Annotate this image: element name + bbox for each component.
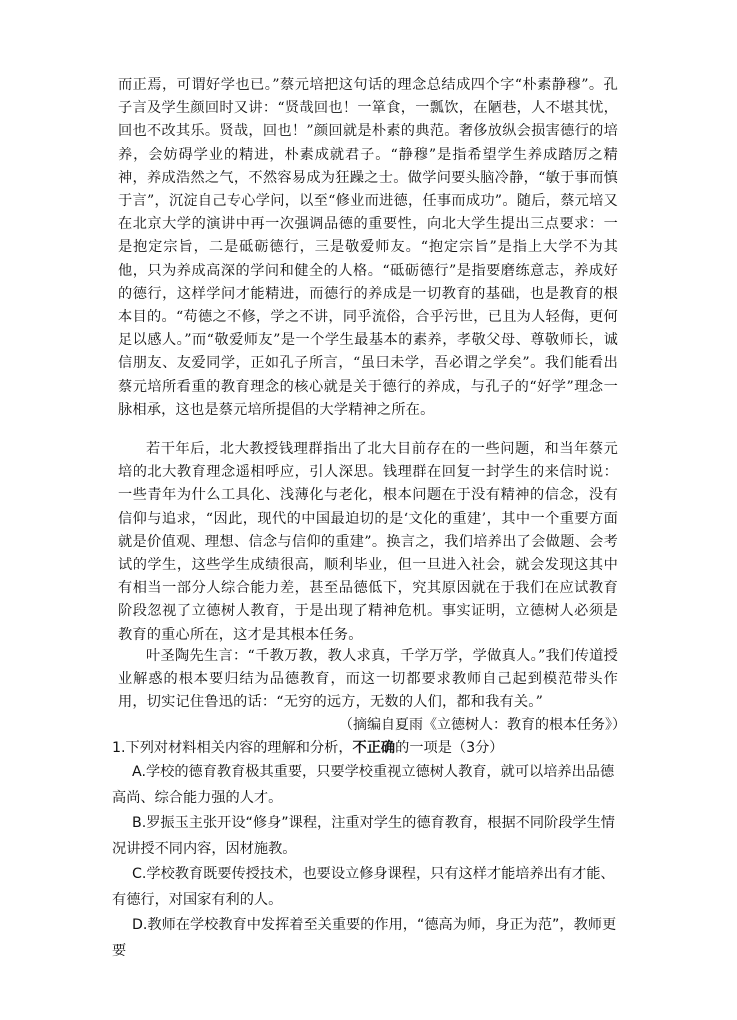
article-source: （摘编自夏雨《立德树人：教育的根本任务》） <box>339 717 626 733</box>
option-d: D.教师在学校教育中发挥着至关重要的作用，“德高为师，身正为范”，教师更要 <box>112 917 617 959</box>
question-options <box>112 760 624 964</box>
question-stem-prefix: 1.下列对材料相关内容的理解和分析， <box>112 740 353 756</box>
article-paragraph-1: 而正焉，可谓好学也已。”蔡元培把这句话的理念总结成四个字“朴素静穆”。孔子言及学生颜回时又讲：“贤哉回也！一箪食，一瓢饮，在陋巷，人不堪其忧，回也不改其乐。贤哉，回也！”颜回就是朴素的典范。奢侈放纵会损害德行的培养，会妨碍学业的精进，朴素成就君子。“静穆”是指希望学生养成踏厉之精神，养成浩然之气，不然容易成为狂躁之士。做学问要头脑冷静，“敏于事而慎于言”，沉淀自己专心学问，以至“修业而进德，任事而成功”。随后，蔡元培又在北京大学的演讲中再一次强调品德的重要性，向北大学生提出三点要求：一是抱定宗旨，二是砥砺德行，三是敬爱师友。“抱定宗旨”是指上大学不为其他，只为养成高深的学问和健全的人格。“砥砺德行”是指要磨练意志，养成好的德行，这样学问才能精进，而德行的养成是一切教育的基础，也是教育的根本目的。“苟德之不修，学之不讲，同乎流俗，合乎污世，已且为人轻侮，更何足以感人。”而“敬爱师友”是一个学生最基本的素养，孝敬父母、尊敬师长，诚信朋友、友爱同学，正如孔子所言，“虽曰未学，吾必谓之学矣”。我们能看出蔡元培所看重的教育理念的核心就是关于德行的养成，与孔子的“好学”理念一脉相承，这也是蔡元培所提倡的大学精神之所在。 <box>118 77 618 418</box>
option-c: C.学校教育既要传授技术，也要设立修身课程，只有这样才能培养出有才能、有德行，对国家有利的人。 <box>112 866 615 908</box>
question-stem <box>112 737 624 759</box>
question-stem-suffix: 的一项是（3分） <box>395 740 504 756</box>
question-stem-emphasis: 不正确 <box>352 740 396 756</box>
article-paragraph-2: 若干年后，北大教授钱理群指出了北大目前存在的一些问题，和当年蔡元培的北大教育理念遥相呼应，引人深思。钱理群在回复一封学生的来信时说：一些青年为什么工具化、浅薄化与老化，根本问题在于没有精神的信念，没有信仰与追求，“因此，现代的中国最迫切的是‘文化的重建’，其中一个重要方面就是价值观、理想、信念与信仰的重建”。换言之，我们培养出了会做题、会考试的学生，这些学生成绩很高，顺利毕业，但一旦进入社会，就会发现这其中有相当一部分人综合能力差，甚至品德低下，究其原因就在于我们在应试教育阶段忽视了立德树人教育，于是出现了精神危机。事实证明，立德树人必须是教育的重心所在，这才是其根本任务。 <box>118 441 618 643</box>
option-a: A.学校的德育教育极其重要，只要学校重视立德树人教育，就可以培养出品德高尚、综合能力强的人才。 <box>112 764 615 806</box>
option-b: B.罗振玉主张开设“修身”课程，注重对学生的德育教育，根据不同阶段学生情况讲授不同内容，因材施教。 <box>112 815 615 857</box>
article-paragraph-3: 叶圣陶先生言：“千教万教，教人求真，千学万学，学做真人。”我们传道授业解惑的根本要归结为品德教育，而这一切都要求教师自己起到模范带头作用，切实记住鲁迅的话：“无穷的远方，无数的人们，都和我有关。” <box>118 648 618 711</box>
